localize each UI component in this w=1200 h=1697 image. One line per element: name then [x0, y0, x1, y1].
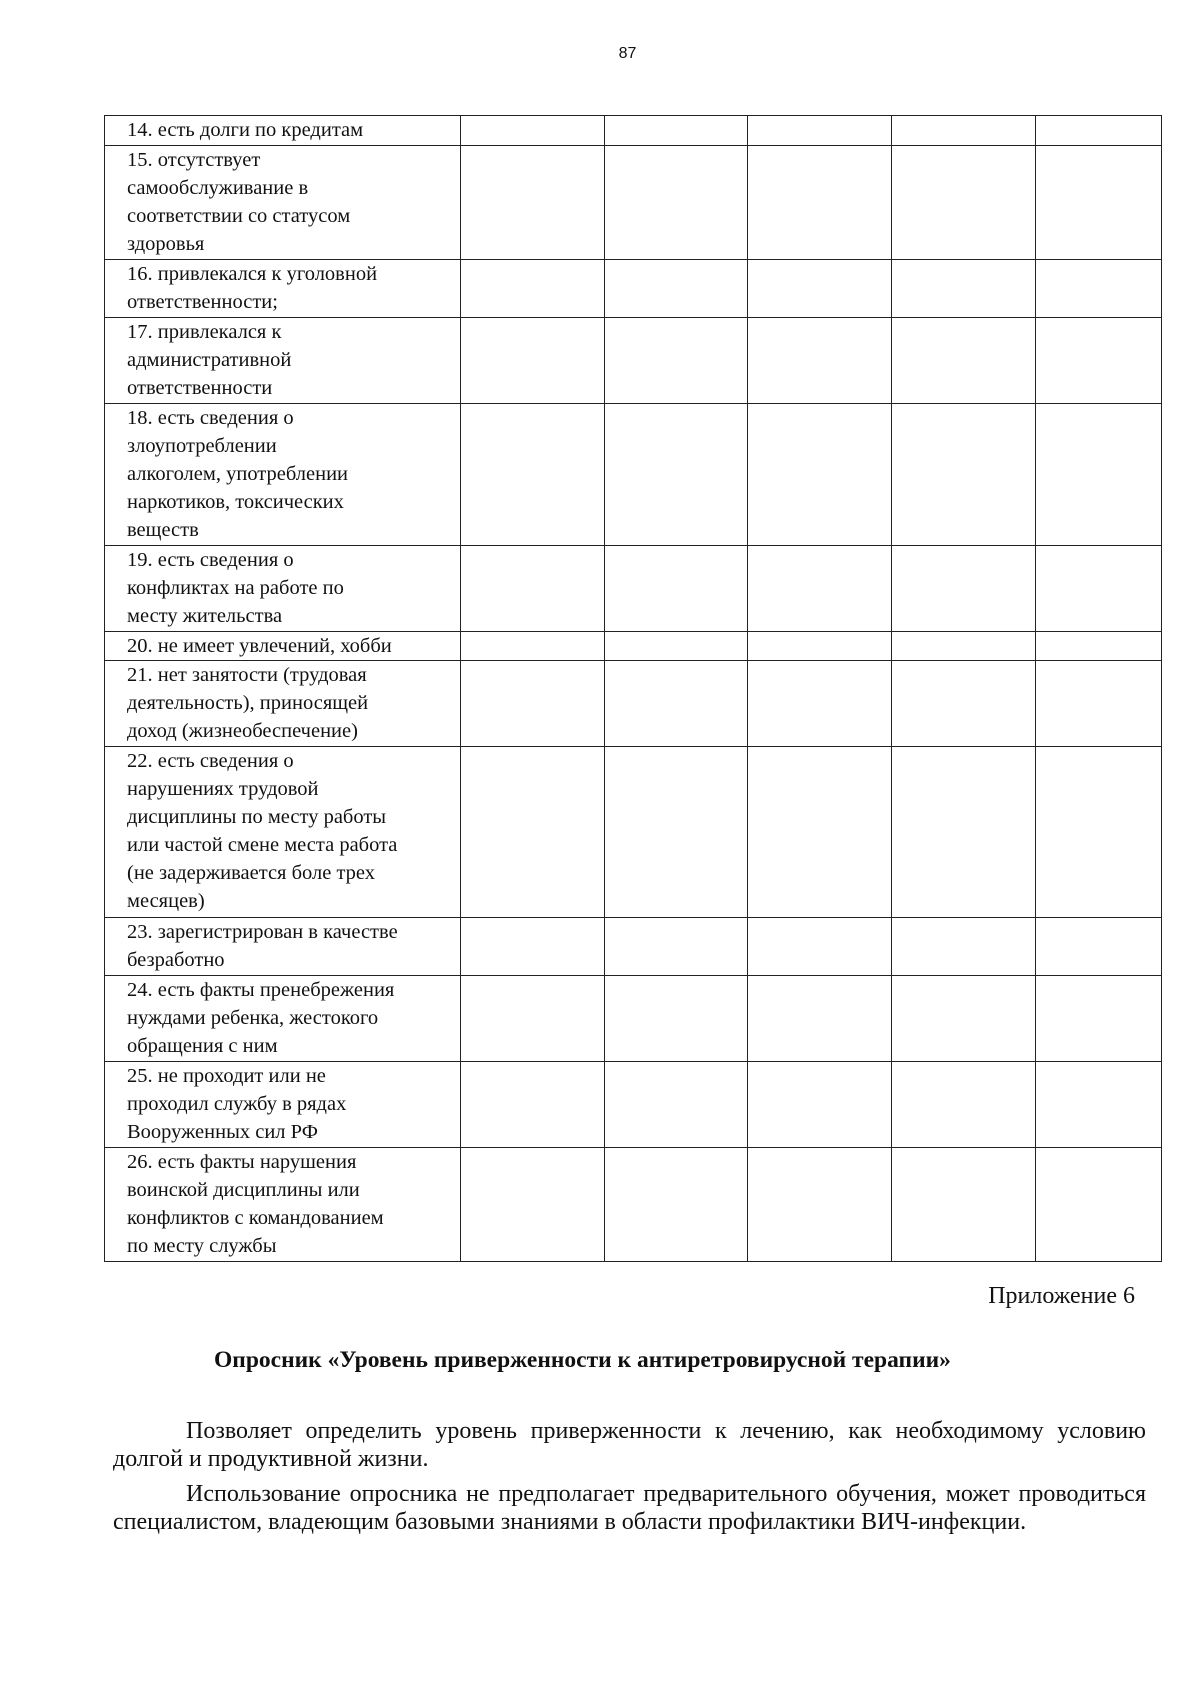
answer-cell: [892, 1148, 1036, 1262]
answer-cell: [461, 918, 605, 976]
criterion-cell: 22. есть сведения о нарушениях трудовой дисциплины по месту работы или частой смене места работа (не задерживается боле трех месяцев): [105, 747, 461, 918]
answer-cell: [461, 260, 605, 318]
answer-cell: [605, 404, 748, 546]
table-row: [105, 318, 1162, 404]
table-row: [105, 1062, 1162, 1148]
answer-cell: [605, 918, 748, 976]
answer-cell: [748, 632, 892, 661]
answer-cell: [748, 146, 892, 260]
answer-cell: [1036, 146, 1162, 260]
criterion-cell: 25. не проходит или не проходил службу в рядах Вооруженных сил РФ: [105, 1062, 461, 1148]
criterion-cell: 21. нет занятости (трудовая деятельность), приносящей доход (жизнеобеспечение): [105, 661, 461, 747]
answer-cell: [892, 976, 1036, 1062]
table-row: [105, 404, 1162, 546]
answer-cell: [892, 747, 1036, 918]
answer-cell: [892, 318, 1036, 404]
answer-cell: [748, 404, 892, 546]
criterion-cell: 23. зарегистрирован в качестве безработно: [105, 918, 461, 976]
criterion-cell: 18. есть сведения о злоупотреблении алкоголем, употреблении наркотиков, токсических веществ: [105, 404, 461, 546]
table-row: [105, 976, 1162, 1062]
answer-cell: [605, 146, 748, 260]
table-row: [105, 546, 1162, 632]
answer-cell: [1036, 747, 1162, 918]
table-row: [105, 1148, 1162, 1262]
answer-cell: [748, 661, 892, 747]
answer-cell: [1036, 1062, 1162, 1148]
appendix-label: Приложение 6: [988, 1283, 1135, 1309]
answer-cell: [892, 146, 1036, 260]
answer-cell: [605, 1148, 748, 1262]
answer-cell: [605, 661, 748, 747]
answer-cell: [461, 146, 605, 260]
criterion-cell: 14. есть долги по кредитам: [105, 116, 461, 146]
criterion-cell: 15. отсутствует самообслуживание в соответствии со статусом здоровья: [105, 146, 461, 260]
answer-cell: [1036, 976, 1162, 1062]
table-row: [105, 661, 1162, 747]
table-row: [105, 260, 1162, 318]
answer-cell: [748, 976, 892, 1062]
table-row: [105, 918, 1162, 976]
answer-cell: [1036, 546, 1162, 632]
answer-cell: [748, 318, 892, 404]
answer-cell: [1036, 918, 1162, 976]
answer-cell: [605, 260, 748, 318]
criterion-cell: 17. привлекался к административной ответственности: [105, 318, 461, 404]
answer-cell: [892, 116, 1036, 146]
answer-cell: [748, 116, 892, 146]
answer-cell: [605, 1062, 748, 1148]
answer-cell: [892, 1062, 1036, 1148]
answer-cell: [1036, 1148, 1162, 1262]
answer-cell: [461, 1062, 605, 1148]
answer-cell: [1036, 318, 1162, 404]
answer-cell: [461, 1148, 605, 1262]
answer-cell: [1036, 661, 1162, 747]
answer-cell: [461, 318, 605, 404]
answer-cell: [605, 747, 748, 918]
answer-cell: [605, 976, 748, 1062]
paragraph: Позволяет определить уровень приверженности к лечению, как необходимому условию долгой и продуктивной жизни.: [113, 1418, 1146, 1472]
answer-cell: [892, 404, 1036, 546]
answer-cell: [461, 661, 605, 747]
answer-cell: [1036, 404, 1162, 546]
paragraph: Использование опросника не предполагает предварительного обучения, может проводиться специалистом, владеющим базовыми знаниями в области профилактики ВИЧ-инфекции.: [113, 1481, 1146, 1535]
answer-cell: [461, 747, 605, 918]
answer-cell: [1036, 116, 1162, 146]
answer-cell: [748, 1148, 892, 1262]
table-row: [105, 146, 1162, 260]
criterion-cell: 19. есть сведения о конфликтах на работе по месту жительства: [105, 546, 461, 632]
answer-cell: [461, 116, 605, 146]
answer-cell: [892, 661, 1036, 747]
table-row: [105, 747, 1162, 918]
answer-cell: [605, 632, 748, 661]
answer-cell: [748, 260, 892, 318]
criteria-table: [104, 115, 1162, 1262]
answer-cell: [461, 632, 605, 661]
criterion-cell: 24. есть факты пренебрежения нуждами ребенка, жестокого обращения с ним: [105, 976, 461, 1062]
answer-cell: [748, 918, 892, 976]
answer-cell: [1036, 632, 1162, 661]
answer-cell: [892, 546, 1036, 632]
answer-cell: [748, 546, 892, 632]
answer-cell: [605, 546, 748, 632]
table-row: [105, 632, 1162, 661]
answer-cell: [892, 260, 1036, 318]
answer-cell: [461, 404, 605, 546]
answer-cell: [461, 546, 605, 632]
answer-cell: [605, 318, 748, 404]
page-number: 87: [618, 45, 637, 62]
answer-cell: [461, 976, 605, 1062]
criterion-cell: 20. не имеет увлечений, хобби: [105, 632, 461, 661]
criterion-cell: 26. есть факты нарушения воинской дисциплины или конфликтов с командованием по месту службы: [105, 1148, 461, 1262]
answer-cell: [748, 1062, 892, 1148]
answer-cell: [892, 918, 1036, 976]
answer-cell: [1036, 260, 1162, 318]
answer-cell: [605, 116, 748, 146]
criterion-cell: 16. привлекался к уголовной ответственности;: [105, 260, 461, 318]
table-row: [105, 116, 1162, 146]
section-title: Опросник «Уровень приверженности к антиретровирусной терапии»: [214, 1347, 951, 1373]
answer-cell: [892, 632, 1036, 661]
answer-cell: [748, 747, 892, 918]
